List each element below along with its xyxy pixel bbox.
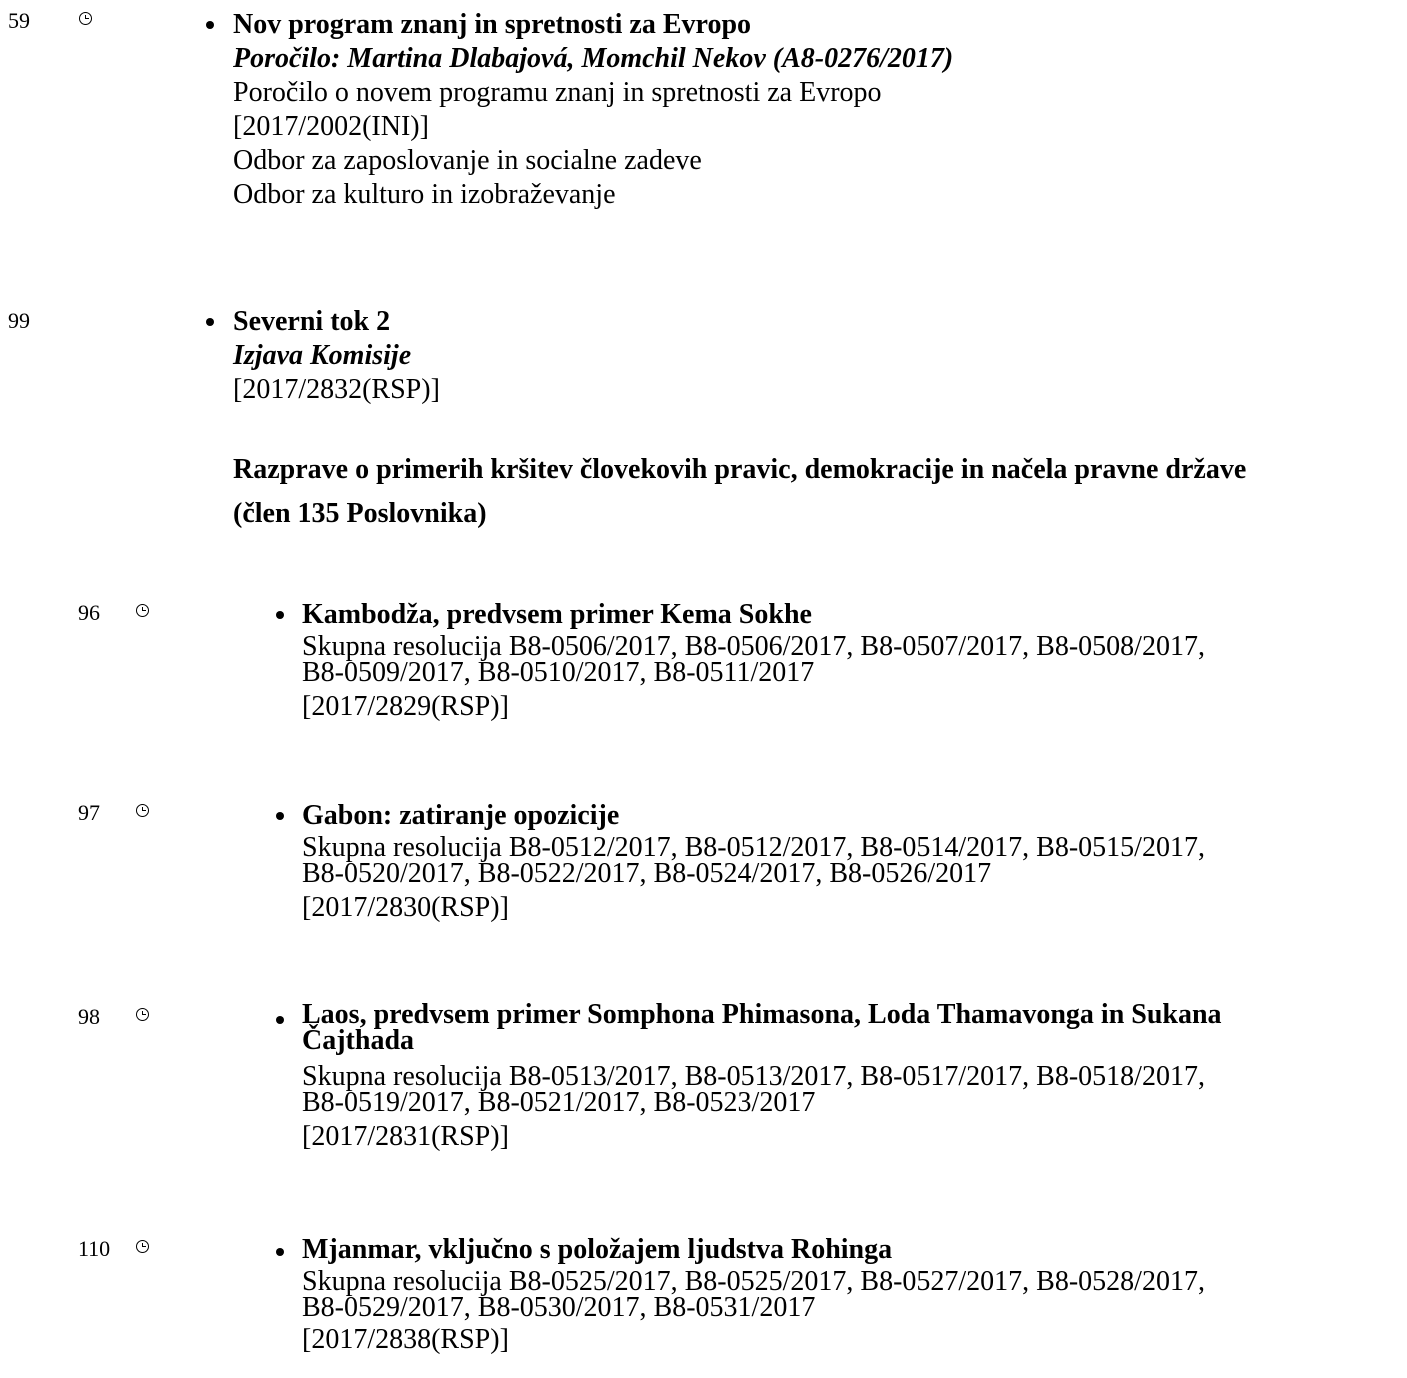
agenda-item bbox=[233, 305, 440, 407]
sub-item-title bbox=[302, 999, 1222, 1056]
clock-icon bbox=[136, 804, 149, 817]
bullet-icon bbox=[276, 611, 284, 619]
item-title: Severni tok 2 bbox=[233, 306, 391, 337]
clock-icon bbox=[136, 1008, 149, 1021]
resolution-line: Skupna resolucija B8-0525/2017, B8-0525/2017, B8-0527/2017, B8-0528/2017, bbox=[302, 1266, 1205, 1297]
sub-item-title-line: Čajthada bbox=[302, 1025, 415, 1056]
procedure-reference: [2017/2831(RSP)] bbox=[302, 1121, 509, 1152]
sub-item-title-line: Laos, predvsem primer Somphona Phimasona, Loda Thamavonga in Sukana bbox=[302, 999, 1222, 1030]
sub-item-number: 110 bbox=[78, 1236, 111, 1261]
bullet-icon bbox=[276, 1016, 284, 1024]
procedure-reference: [2017/2838(RSP)] bbox=[302, 1324, 509, 1355]
sub-item-title: Mjanmar, vključno s položajem ljudstva Rohinga bbox=[302, 1234, 893, 1265]
resolution-line: Skupna resolucija B8-0513/2017, B8-0513/2017, B8-0517/2017, B8-0518/2017, bbox=[302, 1061, 1205, 1092]
sub-item-number: 98 bbox=[78, 1004, 100, 1029]
clock-icon bbox=[136, 1240, 149, 1253]
item-line: Poročilo o novem programu znanj in spretnosti za Evropo bbox=[233, 77, 882, 108]
resolution-line: B8-0529/2017, B8-0530/2017, B8-0531/2017 bbox=[302, 1292, 816, 1323]
sub-item-title: Kambodža, predvsem primer Kema Sokhe bbox=[302, 599, 812, 630]
bullet-icon bbox=[276, 1248, 284, 1256]
bullet-icon bbox=[206, 21, 214, 29]
item-line: [2017/2002(INI)] bbox=[233, 111, 429, 142]
item-number: 99 bbox=[8, 308, 30, 333]
item-title: Nov program znanj in spretnosti za Evropo bbox=[233, 9, 752, 40]
sub-item-number: 96 bbox=[78, 600, 100, 625]
resolution-line: B8-0520/2017, B8-0522/2017, B8-0524/2017, B8-0526/2017 bbox=[302, 858, 992, 889]
item-line: Odbor za kulturo in izobraževanje bbox=[233, 179, 616, 210]
bullet-icon bbox=[206, 318, 214, 326]
bullet-icon bbox=[276, 812, 284, 820]
resolution-line: Skupna resolucija B8-0506/2017, B8-0506/2017, B8-0507/2017, B8-0508/2017, bbox=[302, 631, 1205, 662]
section-heading-line: (člen 135 Poslovnika) bbox=[233, 498, 487, 529]
section-heading-line: Razprave o primerih kršitev človekovih pravic, demokracije in načela pravne države bbox=[233, 454, 1247, 485]
sub-item-title: Gabon: zatiranje opozicije bbox=[302, 800, 620, 831]
sub-agenda-item bbox=[302, 999, 1222, 1154]
sub-agenda-item bbox=[302, 598, 1205, 724]
resolution-line: Skupna resolucija B8-0512/2017, B8-0512/2017, B8-0514/2017, B8-0515/2017, bbox=[302, 832, 1205, 863]
procedure-reference: [2017/2830(RSP)] bbox=[302, 892, 509, 923]
item-line: Odbor za zaposlovanje in socialne zadeve bbox=[233, 145, 702, 176]
procedure-reference: [2017/2829(RSP)] bbox=[302, 691, 509, 722]
item-subtitle: Izjava Komisije bbox=[233, 340, 412, 371]
resolution-line: B8-0519/2017, B8-0521/2017, B8-0523/2017 bbox=[302, 1087, 816, 1118]
clock-icon bbox=[136, 604, 149, 617]
sub-agenda-item bbox=[302, 799, 1205, 925]
resolution-line: B8-0509/2017, B8-0510/2017, B8-0511/2017 bbox=[302, 657, 815, 688]
clock-icon bbox=[79, 12, 92, 25]
item-line: [2017/2832(RSP)] bbox=[233, 374, 440, 405]
agenda-item bbox=[233, 8, 953, 212]
item-number: 59 bbox=[8, 8, 30, 33]
item-subtitle: Poročilo: Martina Dlabajová, Momchil Nekov (A8-0276/2017) bbox=[233, 43, 954, 74]
sub-item-number: 97 bbox=[78, 800, 100, 825]
section-heading bbox=[233, 448, 1403, 536]
resolution-text bbox=[302, 1061, 1222, 1118]
resolution-text bbox=[302, 631, 1205, 688]
resolution-text bbox=[302, 832, 1205, 889]
resolution-text bbox=[302, 1266, 1205, 1323]
sub-agenda-item bbox=[302, 1233, 1205, 1357]
